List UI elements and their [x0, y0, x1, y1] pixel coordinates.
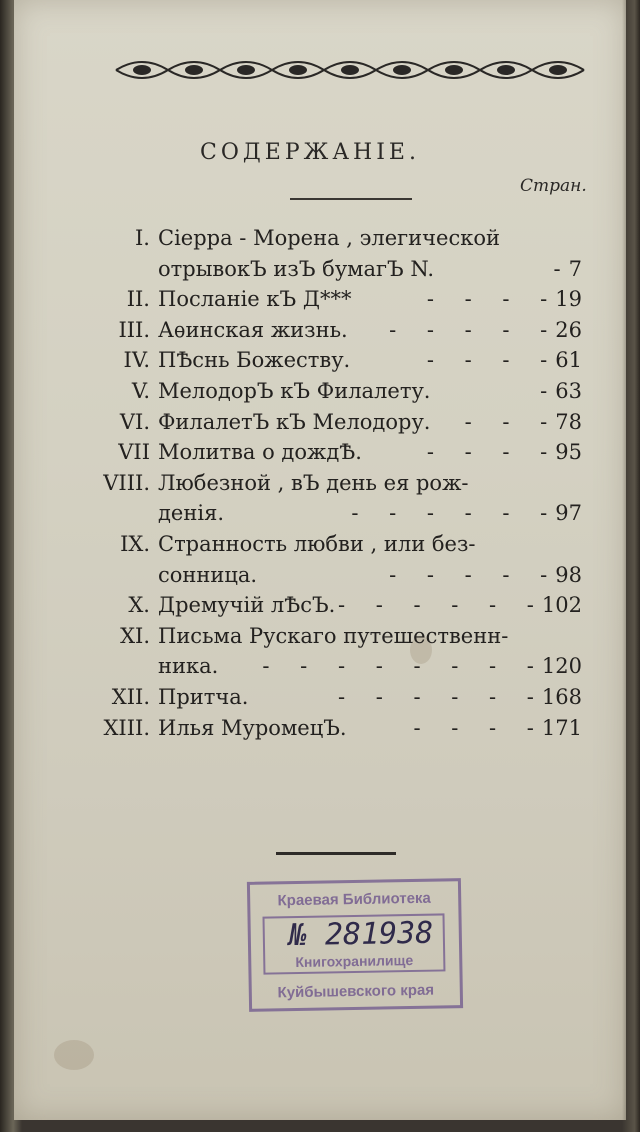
- toc-entry-page: 171: [541, 715, 582, 740]
- toc-entry-page: 78: [555, 409, 582, 434]
- toc-entry-number: XIII.: [103, 715, 150, 740]
- toc-entry-number: VIII.: [103, 470, 150, 495]
- toc-entry-number: X.: [128, 593, 150, 618]
- toc-entry-page: 98: [555, 562, 582, 587]
- title-divider: [290, 198, 412, 200]
- bottom-divider: [276, 852, 396, 855]
- toc-entry-leader: - - -: [464, 409, 560, 434]
- ornament-icon: [112, 50, 588, 90]
- toc-entry-leader: - - - -: [426, 348, 560, 373]
- toc-entry-number: VI.: [119, 409, 150, 434]
- toc-entry-page: 63: [555, 379, 582, 403]
- toc-entry-number: V.: [131, 379, 150, 403]
- toc-entry-leader: - - - - - -: [337, 593, 546, 618]
- stamp-region: Куйбышевского края: [277, 981, 435, 1002]
- toc-entry-title: Странность любви , или без-: [158, 532, 476, 556]
- toc-entry-page: 7: [568, 256, 582, 281]
- stain: [54, 1040, 94, 1070]
- toc-entry-page: 102: [541, 593, 582, 618]
- toc-entry-number: IV.: [123, 348, 150, 373]
- toc-entry-title: Сіерра - Морена , элегической: [158, 226, 500, 250]
- toc-entry-title-continued: сонница.: [158, 562, 258, 587]
- toc-entry-title: ФилалетЪ кЪ Мелодору.: [158, 409, 431, 434]
- toc-entry-number: III.: [118, 317, 150, 342]
- page-edge-shadow: [622, 0, 640, 1132]
- toc-entry-leader: - - - - - - - -: [262, 654, 546, 679]
- toc-entry-number: II.: [126, 287, 150, 312]
- toc-entry-title: Письма Рускаго путешественн-: [158, 623, 509, 648]
- toc-entry-leader: -: [540, 379, 560, 403]
- toc-entry-page: 61: [555, 348, 582, 373]
- toc-entry-number: XII.: [111, 685, 150, 709]
- toc-entry-number: IX.: [120, 532, 150, 556]
- page-column-label: Стран.: [520, 176, 587, 196]
- toc-entry-title: Дремучій лѢсЪ.: [158, 593, 336, 618]
- toc-entry-page: 95: [555, 440, 582, 465]
- toc-entry-title-continued: ника.: [158, 654, 219, 679]
- toc-entry-page: 26: [555, 317, 582, 342]
- toc-entry-title: ПѢснь Божеству.: [158, 348, 351, 373]
- toc-entry-page: 19: [555, 287, 582, 312]
- toc-entry-page: 120: [541, 654, 582, 679]
- toc-entry-leader: - - - -: [413, 715, 546, 740]
- stamp-number-box: [262, 913, 445, 974]
- toc-entry-leader: -: [553, 256, 573, 281]
- toc-entry-number: I.: [135, 226, 150, 250]
- toc-entry-title: Любезной , вЪ день ея рож-: [158, 470, 469, 495]
- toc-entry-title-continued: денія.: [158, 501, 224, 526]
- toc-entry-leader: - - - -: [426, 440, 560, 465]
- toc-entry-leader: - - - - - -: [337, 685, 546, 709]
- toc-entry-leader: - - - -: [426, 287, 560, 312]
- toc-entry-title: Аѳинская жизнь.: [158, 317, 348, 342]
- toc-entry-number: VII: [118, 440, 150, 465]
- toc-entry-page: 97: [555, 501, 582, 526]
- stamp-library-name: Краевая Библиотека: [277, 889, 431, 910]
- toc-entry-leader: - - - - - -: [351, 501, 560, 526]
- toc-entry-page: 168: [541, 685, 582, 709]
- toc-entry-title: Илья МуромецЪ.: [158, 715, 347, 740]
- library-stamp: [247, 878, 463, 1012]
- toc-entry-title: Посланіе кЪ Д***: [158, 287, 352, 312]
- toc-entry-number: XI.: [120, 623, 150, 648]
- toc-entry-title: Притча.: [158, 685, 249, 709]
- toc-entry-leader: - - - - -: [389, 317, 560, 342]
- toc-entry-leader: - - - - -: [389, 562, 560, 587]
- toc-entry-title-continued: отрывокЪ изЪ бумагЪ N.: [158, 256, 435, 281]
- stamp-inventory-number: № 281938: [288, 915, 434, 954]
- stamp-depository: Книгохранилище: [295, 951, 414, 971]
- toc-entry-title: МелодорЪ кЪ Филалету.: [158, 379, 431, 403]
- toc-entry-title: Молитва о дождѢ.: [158, 440, 362, 465]
- page-title: СОДЕРЖАНІЕ.: [200, 140, 420, 165]
